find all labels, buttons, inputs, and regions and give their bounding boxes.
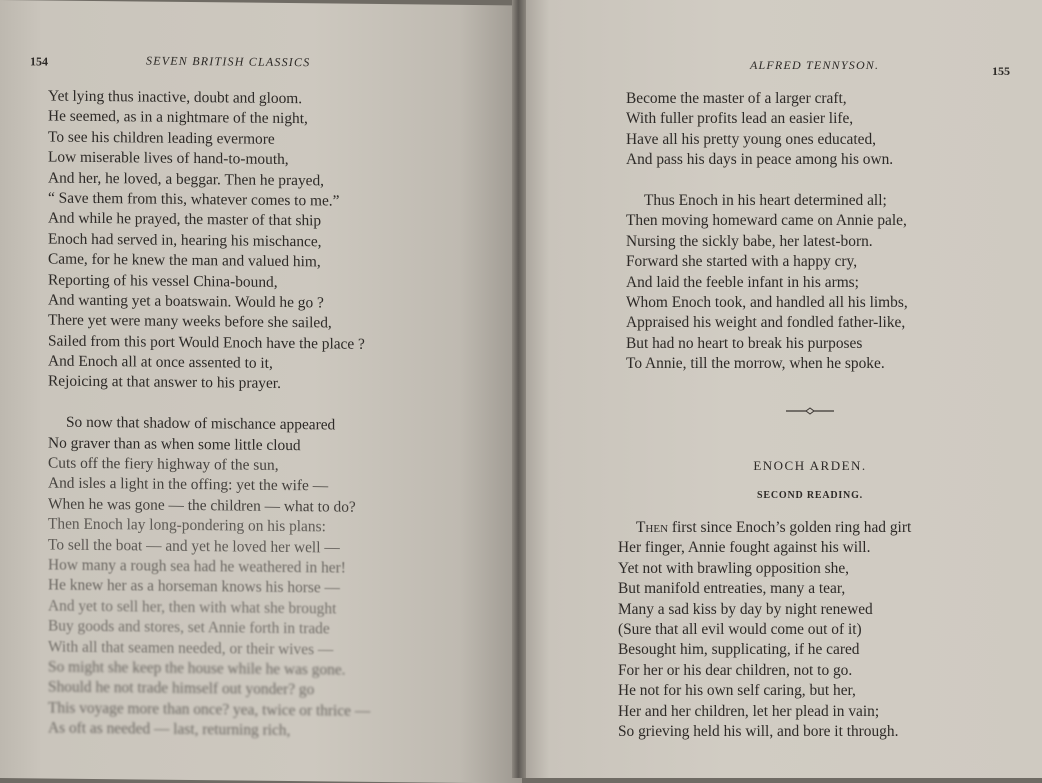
- verse-line: Many a sad kiss by day by night renewed: [618, 600, 873, 618]
- verse-line: Enoch had served in, hearing his mischance,: [48, 230, 322, 251]
- verse-line: Nursing the sickly babe, her latest-born.: [626, 232, 873, 250]
- verse-line: So now that shadow of mischance appeared: [66, 413, 336, 434]
- verse-line: With fuller profits lead an easier life,: [626, 110, 854, 128]
- verse-line: For her or his dear children, not to go.: [618, 661, 853, 679]
- section-subtitle: SECOND READING.: [757, 490, 863, 501]
- verse-line: And pass his days in peace among his own.: [626, 151, 894, 169]
- verse-line: He seemed, as in a nightmare of the night,: [48, 107, 308, 128]
- verse-line: As oft as needed — last, returning rich,: [48, 719, 291, 740]
- right-verse-block-bottom: [618, 518, 911, 742]
- verse-line: Buy goods and stores, set Annie forth in trade: [48, 617, 330, 638]
- verse-line: Sailed from this port Would Enoch have the place ?: [48, 332, 365, 353]
- book-gutter: [512, 0, 526, 778]
- verse-line: Reporting of his vessel China-bound,: [48, 271, 278, 291]
- verse-line: And her, he loved, a beggar. Then he prayed,: [48, 169, 325, 189]
- verse-line: How many a rough sea had he weathered in her!: [48, 556, 346, 577]
- verse-line: Whom Enoch took, and handled all his limbs,: [626, 293, 908, 311]
- verse-line: But had no heart to break his purposes: [626, 334, 863, 352]
- verse-line: And yet to sell her, then with what she brought: [48, 597, 337, 618]
- verse-line: Besought him, supplicating, if he cared: [618, 641, 860, 659]
- verse-line: There yet were many weeks before she sailed,: [48, 311, 332, 332]
- verse-line: Have all his pretty young ones educated,: [626, 130, 877, 148]
- verse-line: To see his children leading evermore: [48, 128, 275, 148]
- verse-line: Forward she started with a happy cry,: [626, 253, 858, 271]
- left-verse-block: [48, 87, 370, 743]
- verse-line: And laid the feeble infant in his arms;: [626, 273, 859, 291]
- verse-line: To sell the boat — and yet he loved her well —: [48, 536, 340, 557]
- verse-line: “ Save them from this, whatever comes to me.”: [48, 189, 340, 210]
- left-page-number: 154: [30, 54, 48, 69]
- verse-line: When he was gone — the children — what to do?: [48, 495, 356, 516]
- verse-line: (Sure that all evil would come out of it): [618, 620, 862, 638]
- verse-line: Yet lying thus inactive, doubt and gloom.: [48, 87, 303, 108]
- right-running-head: ALFRED TENNYSON.: [750, 58, 880, 72]
- stanza-gap: [626, 171, 908, 191]
- verse-line: Thus Enoch in his heart determined all;: [644, 191, 887, 209]
- verse-line: To Annie, till the morrow, when he spoke.: [626, 355, 885, 373]
- verse-line: He not for his own self caring, but her,: [618, 682, 856, 700]
- verse-line: Rejoicing at that answer to his prayer.: [48, 372, 281, 393]
- verse-line: So grieving held his will, and bore it through.: [618, 722, 899, 740]
- verse-line: Should he not trade himself out yonder? go: [48, 678, 315, 699]
- verse-line: And Enoch all at once assented to it,: [48, 352, 273, 372]
- verse-line: With all that seamen needed, or their wives —: [48, 638, 334, 659]
- verse-line: Came, for he knew the man and valued him,: [48, 250, 321, 271]
- verse-line-rest: first since Enoch’s golden ring had girt: [668, 519, 912, 536]
- verse-line: And wanting yet a boatswain. Would he go ?: [48, 291, 324, 312]
- verse-line: And while he prayed, the master of that ship: [48, 209, 322, 230]
- verse-line: Her and her children, let her plead in vain;: [618, 702, 880, 720]
- verse-line: Become the master of a larger craft,: [626, 90, 847, 107]
- verse-line: Appraised his weight and fondled father-like,: [626, 314, 906, 332]
- verse-line: Cuts off the fiery highway of the sun,: [48, 454, 279, 474]
- verse-line-first: [618, 518, 911, 538]
- section-divider-ornament: [786, 406, 834, 416]
- verse-line: Her finger, Annie fought against his will.: [618, 539, 871, 557]
- verse-line: Then moving homeward came on Annie pale,: [626, 212, 907, 230]
- right-page-number: 155: [992, 64, 1010, 78]
- verse-line: But manifold entreaties, many a tear,: [618, 580, 846, 598]
- verse-line: And isles a light in the offing: yet the wife —: [48, 474, 329, 495]
- left-running-head: SEVEN BRITISH CLASSICS: [146, 53, 311, 70]
- right-verse-block-top: [626, 89, 908, 374]
- verse-line: Yet not with brawling opposition she,: [618, 559, 850, 577]
- verse-line: Low miserable lives of hand-to-mouth,: [48, 148, 289, 169]
- verse-line: No graver than as when some little cloud: [48, 434, 301, 454]
- verse-line: So might she keep the house while he was gone.: [48, 658, 346, 679]
- verse-line: This voyage more than once? yea, twice or thrice —: [48, 699, 371, 720]
- verse-line: He knew her as a horseman knows his horse —: [48, 576, 340, 597]
- section-title: ENOCH ARDEN.: [753, 458, 867, 473]
- drop-word: Then: [636, 519, 669, 536]
- verse-line: Then Enoch lay long-pondering on his plans:: [48, 515, 326, 536]
